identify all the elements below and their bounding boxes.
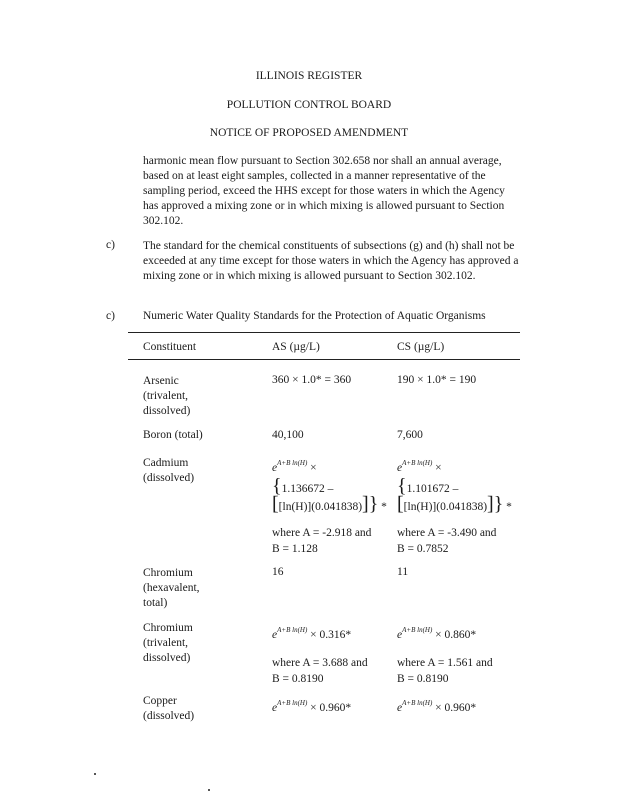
where-line: B = 0.8190	[272, 673, 324, 685]
row-copper-name	[143, 694, 194, 724]
item-c-line: mixing zone or in which mixing is allowed pursuant to Section 302.102.	[143, 270, 476, 282]
item-c-label: c)	[106, 239, 115, 251]
where-line: where A = 3.688 and	[272, 657, 368, 669]
row-copper-as-formula: $e^{A+B ln(H)} \times 0.960*$	[272, 699, 352, 714]
where-line: B = 0.8190	[397, 673, 449, 685]
row-chromium-hex-name	[143, 566, 200, 611]
item-c2-label: c)	[106, 310, 115, 322]
intro-line: sampling period, exceed the HHS except for those waters in which the Agency	[143, 185, 505, 197]
intro-line: 302.102.	[143, 215, 184, 227]
intro-line: has approved a mixing zone or in which mixing is allowed pursuant to Section	[143, 200, 505, 212]
row-boron-name: Boron (total)	[143, 429, 203, 441]
item-c-line: The standard for the chemical constituents of subsections (g) and (h) shall not be	[143, 240, 515, 252]
header-cs: CS (µg/L)	[397, 341, 445, 353]
cell-text: dissolved)	[143, 405, 191, 417]
where-line: where A = -2.918 and	[272, 527, 372, 539]
cell-text: Chromium	[143, 622, 193, 634]
exponent: A+B ln(H)	[402, 699, 433, 707]
scan-speck	[94, 773, 96, 775]
row-copper-cs-formula: $e^{A+B ln(H)} \times 0.960*$	[397, 699, 477, 714]
cell-text: (trivalent,	[143, 390, 189, 402]
factor: × 0.960*	[310, 702, 352, 714]
intro-paragraph	[143, 154, 563, 229]
scan-speck	[208, 789, 210, 791]
cell-text: dissolved)	[143, 652, 191, 664]
row-chromium-hex-as: 16	[272, 566, 284, 578]
row-chromium-hex-cs: 11	[397, 566, 409, 578]
row-arsenic-cs: 190 × 1.0* = 190	[397, 374, 477, 386]
intro-line: harmonic mean flow pursuant to Section 302.658 nor shall an annual average,	[143, 155, 502, 167]
cell-text: Arsenic	[143, 375, 179, 387]
table-caption: Numeric Water Quality Standards for the Protection of Aquatic Organisms	[143, 310, 486, 322]
exponent: A+B ln(H)	[277, 626, 308, 634]
register-title: ILLINOIS REGISTER	[255, 70, 363, 82]
row-chromium-tri-cs-formula: $e^{A+B ln(H)} \times 0.860*$ where A = 1.561 and B = 0.8190	[397, 626, 493, 685]
row-arsenic-name	[143, 374, 190, 419]
item-c-paragraph	[143, 239, 583, 284]
intro-line: based on at least eight samples, collected in a manner representative of the	[143, 170, 486, 182]
cell-text: (dissolved)	[143, 710, 195, 722]
row-cadmium-cs-formula: $e^{A+B ln(H)}$ × {1.101672 – [[ln(H)](0.041838)]} * where A = -3.490 and B = 0.7852	[397, 459, 512, 555]
row-boron-cs: 7,600	[397, 429, 423, 441]
factor: × 0.960*	[435, 702, 477, 714]
cell-text: total)	[143, 597, 168, 609]
cell-text: Chromium	[143, 567, 193, 579]
header-constituent: Constituent	[143, 341, 197, 353]
factor: × 0.316*	[310, 629, 352, 641]
table-top-rule	[128, 332, 520, 333]
where-line: where A = 1.561 and	[397, 657, 493, 669]
row-chromium-tri-name	[143, 621, 193, 666]
exponent: A+B ln(H)	[402, 459, 433, 467]
exponent: A+B ln(H)	[277, 459, 308, 467]
cell-text: Copper	[143, 695, 177, 707]
log-term: [ln(H)](0.041838)	[403, 501, 488, 513]
cell-text: (dissolved)	[143, 472, 195, 484]
coefficient: 1.101672 –	[406, 483, 459, 495]
where-line: B = 0.7852	[397, 543, 449, 555]
cell-text: (trivalent,	[143, 637, 189, 649]
exponent: A+B ln(H)	[402, 626, 433, 634]
cell-text: (hexavalent,	[143, 582, 200, 594]
exponent: A+B ln(H)	[277, 699, 308, 707]
header-as: AS (µg/L)	[272, 341, 320, 353]
row-boron-as: 40,100	[272, 429, 304, 441]
log-term: [ln(H)](0.041838)	[278, 501, 363, 513]
where-line: B = 1.128	[272, 543, 318, 555]
row-arsenic-as: 360 × 1.0* = 360	[272, 374, 352, 386]
where-line: where A = -3.490 and	[397, 527, 497, 539]
coefficient: 1.136672 –	[281, 483, 334, 495]
cell-text: Cadmium	[143, 457, 189, 469]
row-chromium-tri-as-formula: $e^{A+B ln(H)} \times 0.316*$ where A = 3.688 and B = 0.8190	[272, 626, 368, 685]
row-cadmium-name	[143, 456, 194, 486]
table-header-rule	[128, 359, 520, 360]
notice-title: NOTICE OF PROPOSED AMENDMENT	[209, 127, 409, 139]
row-cadmium-as-formula: $e^{A+B ln(H)}$ × {1.136672 – [[ln(H)](0.041838)]} * where A = -2.918 and B = 1.128	[272, 459, 387, 555]
item-c-line: exceeded at any time except for those waters in which the Agency has approved a	[143, 255, 519, 267]
board-title: POLLUTION CONTROL BOARD	[226, 99, 392, 111]
factor: × 0.860*	[435, 629, 477, 641]
